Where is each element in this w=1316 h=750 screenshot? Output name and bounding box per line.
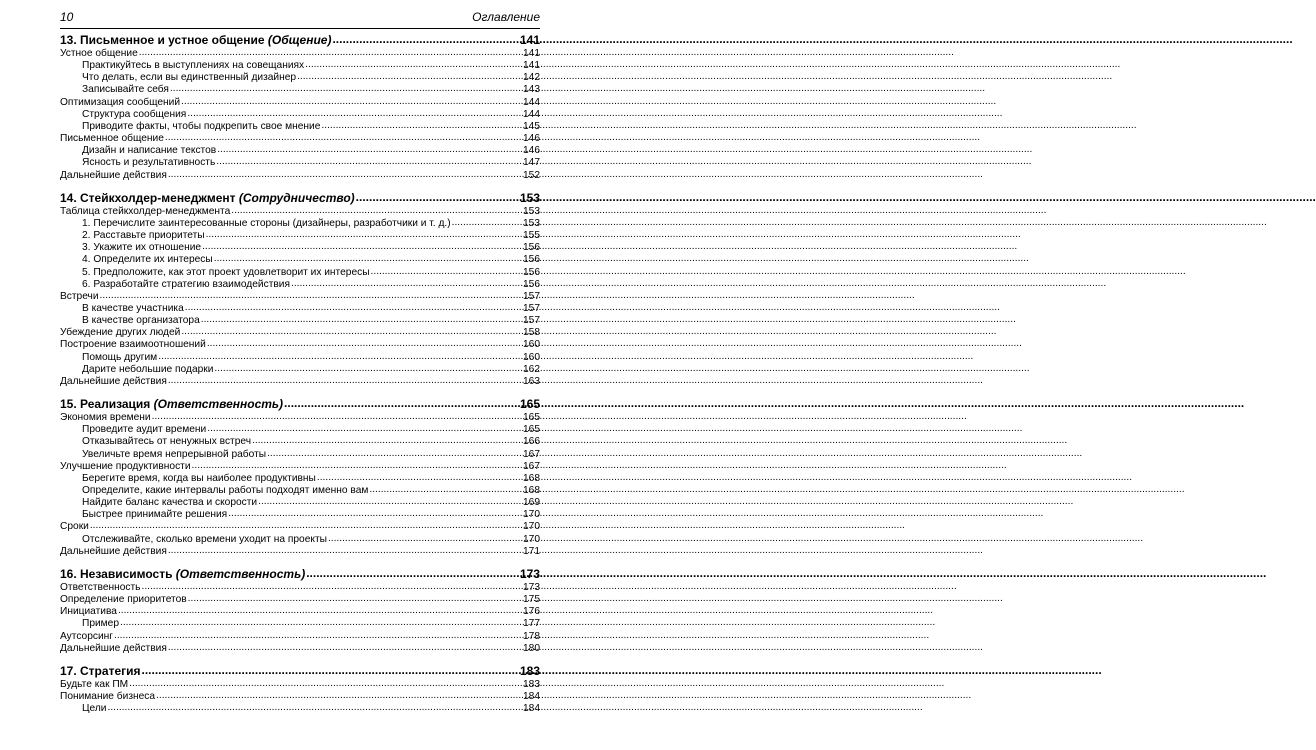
dot-leader (202, 241, 522, 251)
entry-page: 142 (523, 72, 540, 84)
dot-leader (192, 460, 522, 470)
entry-title: Письменное общение (60, 133, 164, 145)
dot-leader (170, 83, 522, 93)
entry-page: 176 (523, 606, 540, 618)
dot-leader (317, 472, 522, 482)
entry-title: Улучшение продуктивности (60, 460, 191, 472)
dot-leader (332, 32, 519, 44)
entry-page: 146 (523, 145, 540, 157)
entry-page: 173 (523, 581, 540, 593)
entry-title: 3. Укажите их отношение (82, 242, 202, 254)
dot-leader (228, 508, 522, 518)
dot-leader (168, 545, 522, 555)
chapter-title-text: 14. Стейкхолдер-менеджмент (60, 190, 239, 205)
toc-section[interactable] (60, 376, 540, 388)
entry-page: 152 (523, 169, 540, 181)
chapter-page: 141 (519, 33, 540, 47)
chapter-theme: (Сотрудничество) (238, 190, 355, 205)
entry-title: Отслеживайте, сколько времени уходит на проекты (82, 533, 327, 545)
entry-title: Дальнейшие действия (60, 545, 167, 557)
dot-leader (371, 266, 522, 276)
dot-leader (185, 302, 522, 312)
toc-chapter (60, 397, 540, 558)
entry-title: Отказывайтесь от ненужных встреч (82, 436, 252, 448)
dot-leader (217, 144, 522, 154)
entry-page: 156 (523, 242, 540, 254)
dot-leader (156, 690, 522, 700)
entry-page: 147 (523, 157, 540, 169)
page-number: 10 (60, 10, 74, 24)
dot-leader (114, 630, 522, 640)
dot-leader (369, 484, 522, 494)
dot-leader (168, 169, 522, 179)
dot-leader (201, 314, 522, 324)
entry-title: Дальнейшие действия (60, 375, 167, 387)
toc-subsection[interactable] (60, 703, 540, 715)
entry-page: 170 (523, 533, 540, 545)
chapter-heading[interactable] (60, 33, 540, 47)
entry-page: 166 (523, 436, 540, 448)
dot-leader (252, 435, 522, 445)
entry-page: 144 (523, 108, 540, 120)
entry-title: Определите, какие интервалы работы подходят именно вам (82, 485, 369, 496)
dot-leader (291, 278, 522, 288)
entry-title: Дизайн и написание текстов (82, 145, 217, 157)
dot-leader (168, 642, 522, 652)
chapter-theme: (Ответственность) (153, 397, 284, 412)
entry-page: 141 (523, 60, 540, 72)
dot-leader (214, 363, 522, 373)
dot-leader (152, 411, 522, 421)
chapter-page: 153 (519, 190, 540, 205)
chapter-title-text: 17. Стратегия (60, 663, 141, 678)
dot-leader (188, 593, 522, 603)
entry-page: 165 (523, 412, 540, 424)
toc-chapter (60, 664, 540, 715)
toc-chapter (60, 191, 540, 388)
entry-title: Проведите аудит времени (82, 424, 207, 436)
entry-page: 163 (523, 375, 540, 387)
entry-title: 4. Определите их интересы (82, 254, 213, 266)
dot-leader (108, 702, 523, 712)
dot-leader (181, 326, 522, 336)
entry-page: 168 (523, 472, 540, 484)
header-rule (60, 28, 540, 29)
toc-section[interactable] (60, 170, 540, 182)
entry-title: Дарите небольшие подарки (82, 363, 214, 375)
toc-chapter (60, 567, 540, 655)
dot-leader (258, 496, 522, 506)
chapter-theme: (Ответственность) (175, 566, 306, 581)
chapter-page: 165 (519, 397, 540, 412)
chapter-heading[interactable] (60, 191, 540, 205)
chapter-title-text: 16. Независимость (60, 566, 176, 581)
running-header (60, 8, 540, 28)
dot-leader (158, 351, 522, 361)
toc-section[interactable] (60, 546, 540, 558)
entry-page: 167 (523, 460, 540, 472)
dot-leader (328, 533, 522, 543)
entry-page: 143 (523, 84, 540, 96)
entry-page: 157 (523, 302, 540, 314)
dot-leader (181, 96, 522, 106)
entry-title: Помощь другим (82, 351, 158, 363)
entry-title: Понимание бизнеса (60, 691, 156, 703)
entry-page: 169 (523, 497, 540, 509)
entry-title: Построение взаимоотношений (60, 339, 206, 351)
entry-title: Сроки (60, 521, 89, 533)
dot-leader (90, 520, 522, 530)
entry-page: 155 (523, 230, 540, 242)
entry-page: 160 (523, 339, 540, 351)
entry-title: Ясность и результативность (82, 157, 216, 169)
entry-page: 158 (523, 327, 540, 339)
toc-chapter (60, 33, 540, 182)
entry-title: Записывайте себя (82, 84, 169, 96)
entry-title: Быстрее принимайте решения (82, 509, 228, 521)
entry-page: 171 (523, 545, 540, 557)
entry-title: Будьте как ПМ (60, 678, 129, 690)
entry-title: Аутсорсинг (60, 630, 113, 642)
entry-title: Встречи (60, 290, 99, 302)
entry-page: 168 (523, 485, 540, 496)
entry-page: 160 (523, 351, 540, 363)
entry-title: 5. Предположите, как этот проект удовлетворит их интересы (82, 266, 370, 278)
entry-page: 170 (523, 521, 540, 533)
entry-page: 156 (523, 254, 540, 266)
entry-title: Таблица стейкхолдер-менеджмента (60, 205, 231, 217)
dot-leader (305, 59, 522, 69)
entry-title: Приводите факты, чтобы подкрепить свое мнение (82, 120, 321, 132)
chapter-page: 183 (519, 663, 540, 678)
entry-title: Берегите время, когда вы наиболее продуктивны (82, 472, 316, 484)
chapter-title-text: 15. Реализация (60, 397, 154, 412)
dot-leader (118, 605, 522, 615)
dot-leader (207, 338, 522, 348)
dot-leader (141, 581, 522, 591)
dot-leader (165, 132, 522, 142)
entry-page: 170 (523, 509, 540, 521)
entry-page: 157 (523, 290, 540, 302)
entry-title: В качестве участника (82, 302, 184, 314)
dot-leader (187, 108, 522, 118)
section-title: Оглавление (472, 10, 540, 24)
entry-title: В качестве организатора (82, 315, 200, 327)
entry-title: 1. Перечислите заинтересованные стороны (дизайнеры, разработчики и т. д.) (82, 217, 451, 229)
entry-page: 146 (523, 133, 540, 145)
entry-page: 167 (523, 448, 540, 460)
entry-page: 183 (523, 678, 540, 690)
entry-page: 141 (523, 48, 540, 59)
dot-leader (142, 663, 519, 675)
entry-page: 145 (523, 120, 540, 132)
entry-page: 153 (523, 217, 540, 229)
dot-leader (129, 678, 522, 688)
entry-page: 180 (523, 642, 540, 654)
entry-title: Найдите баланс качества и скорости (82, 497, 258, 509)
entry-title: Практикуйтесь в выступлениях на совещаниях (82, 60, 305, 72)
dot-leader (216, 156, 522, 166)
dot-leader (284, 396, 519, 408)
table-of-contents (60, 33, 540, 715)
entry-title: Пример (82, 618, 120, 630)
entry-page: 175 (523, 594, 540, 606)
chapter-title (60, 567, 305, 581)
entry-page: 177 (523, 618, 540, 630)
dot-leader (356, 190, 519, 202)
dot-leader (207, 423, 522, 433)
chapter-title (60, 191, 355, 205)
entry-page: 184 (523, 691, 540, 703)
dot-leader (206, 229, 522, 239)
entry-title: Увеличьте время непрерывной работы (82, 448, 267, 460)
entry-title: Ответственность (60, 581, 141, 593)
toc-section[interactable] (60, 643, 540, 655)
entry-title: Структура сообщения (82, 108, 187, 120)
entry-page: 156 (523, 266, 540, 278)
entry-title: Дальнейшие действия (60, 642, 167, 654)
dot-leader (306, 566, 519, 578)
entry-title: Инициатива (60, 606, 117, 618)
chapter-heading[interactable] (60, 397, 540, 411)
entry-title: Экономия времени (60, 412, 151, 424)
entry-page: 144 (523, 96, 540, 108)
entry-page: 157 (523, 315, 540, 327)
chapter-heading[interactable] (60, 664, 540, 678)
dot-leader (120, 617, 522, 627)
entry-title: Цели (82, 703, 107, 715)
entry-title: 6. Разработайте стратегию взаимодействия (82, 278, 290, 290)
dot-leader (321, 120, 522, 130)
chapter-heading[interactable] (60, 567, 540, 581)
dot-leader (168, 375, 522, 385)
dot-leader (452, 217, 522, 227)
entry-page: 184 (523, 703, 540, 715)
entry-page: 162 (523, 363, 540, 375)
entry-title: 2. Расставьте приоритеты (82, 230, 205, 242)
entry-title: Оптимизация сообщений (60, 96, 181, 108)
dot-leader (139, 47, 522, 57)
entry-page: 178 (523, 630, 540, 642)
entry-page: 156 (523, 278, 540, 290)
entry-title: Определение приоритетов (60, 594, 187, 606)
dot-leader (267, 448, 522, 458)
chapter-page: 173 (519, 566, 540, 581)
chapter-title (60, 33, 331, 47)
dot-leader (297, 71, 522, 81)
dot-leader (231, 205, 522, 215)
chapter-title-text: 13. Письменное и устное общение (60, 33, 268, 47)
entry-title: Устное общение (60, 48, 138, 59)
entry-page: 165 (523, 424, 540, 436)
chapter-title (60, 397, 283, 411)
book-page (0, 0, 600, 750)
dot-leader (100, 290, 522, 300)
entry-title: Убеждение других людей (60, 327, 181, 339)
entry-title: Что делать, если вы единственный дизайнер (82, 72, 297, 84)
entry-title: Дальнейшие действия (60, 169, 167, 181)
chapter-theme: (Общение) (267, 33, 332, 47)
dot-leader (214, 253, 522, 263)
chapter-title (60, 664, 141, 678)
entry-page: 153 (523, 205, 540, 217)
